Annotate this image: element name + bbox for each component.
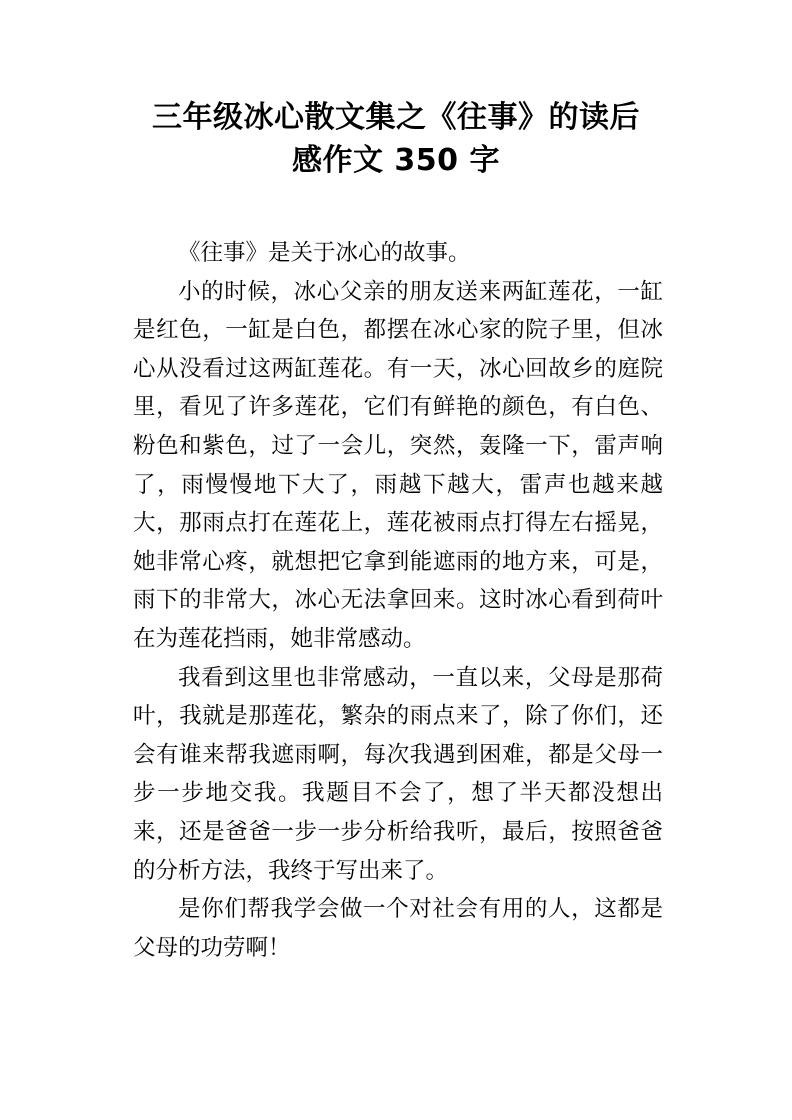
title-line-1: 三年级冰心散文集之《往事》的读后 [152, 100, 640, 135]
paragraph-3: 我看到这里也非常感动，一直以来，父母是那荷叶，我就是那莲花，繁杂的雨点来了，除了你们，还会有谁来帮我遮雨啊，每次我遇到困难，都是父母一步一步地交我。我题目不会了，想了半天都没想出来，还是爸爸一步一步分析给我听，最后，按照爸爸的分析方法，我终于写出来了。 [133, 664, 663, 884]
title-line-2: 感作文 350 字 [291, 143, 500, 178]
paragraph-2: 小的时候，冰心父亲的朋友送来两缸莲花，一缸是红色，一缸是白色，都摆在冰心家的院子里，但冰心从没看过这两缸莲花。有一天，冰心回故乡的庭院里，看见了许多莲花，它们有鲜艳的颜色，有白色、粉色和紫色，过了一会儿，突然，轰隆一下，雷声响了，雨慢慢地下大了，雨越下越大，雷声也越来越大，那雨点打在莲花上，莲花被雨点打得左右摇晃，她非常心疼，就想把它拿到能遮雨的地方来，可是，雨下的非常大，冰心无法拿回来。这时冰心看到荷叶在为莲花挡雨，她非常感动。 [133, 278, 663, 652]
document-body [133, 234, 663, 967]
paragraph-4: 是你们帮我学会做一个对社会有用的人，这都是父母的功劳啊！ [133, 896, 663, 961]
paragraph-1: 《往事》是关于冰心的故事。 [178, 240, 471, 266]
document-title [0, 96, 792, 182]
